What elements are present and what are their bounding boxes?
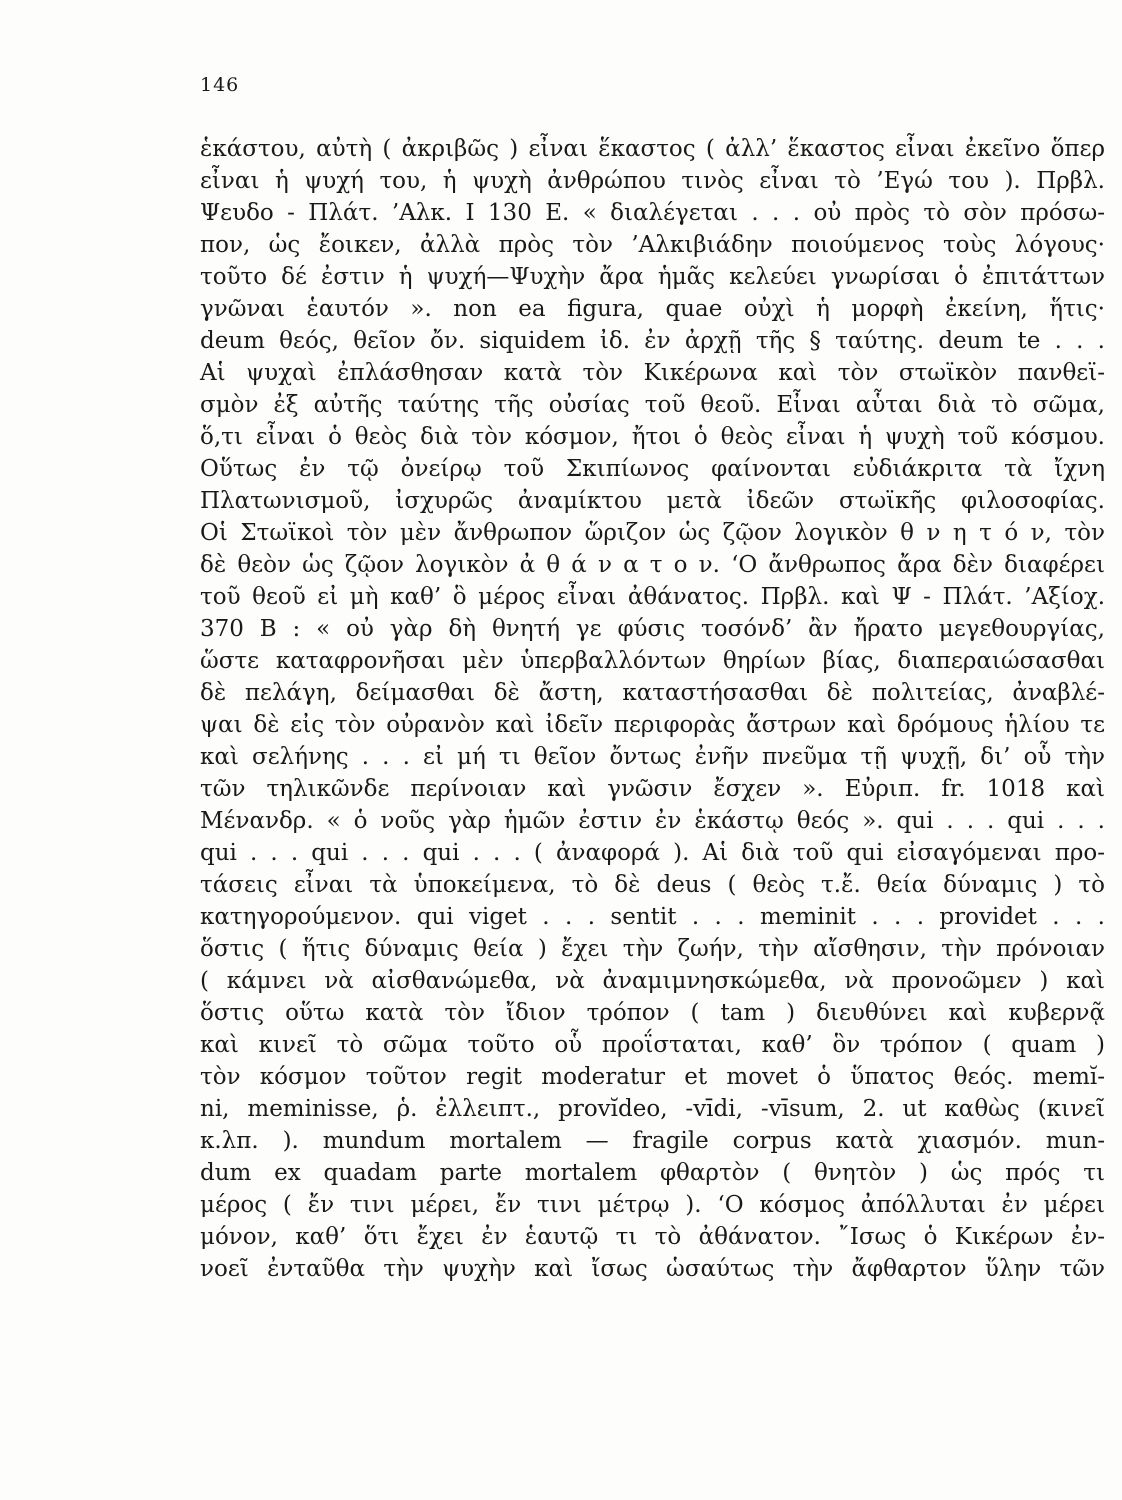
text-line: ἑκάστου, αὐτὴ ( ἀκριβῶς ) εἶναι ἕκαστος ( ἀλλ’ ἕκαστος εἶναι ἐκεῖνο ὅπερ [200, 136, 1105, 162]
text-line: τὸν κόσμον τοῦτον regit moderatur et movet ὁ ὕπατος θεός. memĭ- [200, 1064, 1105, 1090]
text-line: τάσεις εἶναι τὰ ὑποκείμενα, τὸ δὲ deus ( θεὸς τ.ἔ. θεία δύναμις ) τὸ [200, 872, 1105, 898]
text-line: Πλατωνισμοῦ, ἰσχυρῶς ἀναμίκτου μετὰ ἰδεῶν στωϊκῆς φιλοσοφίας. [200, 488, 1105, 514]
text-line: κ.λπ. ). mundum mortalem — fragile corpus κατὰ χιασμόν. mun- [200, 1128, 1105, 1154]
text-line: ὅστις οὕτω κατὰ τὸν ἴδιον τρόπον ( tam ) διευθύνει καὶ κυβερνᾷ [200, 1000, 1105, 1026]
text-line: νοεῖ ἐνταῦθα τὴν ψυχὴν καὶ ἴσως ὡσαύτως τὴν ἄφθαρτον ὕλην τῶν [200, 1256, 1105, 1282]
text-line: τῶν τηλικῶνδε περίνοιαν καὶ γνῶσιν ἔσχεν ». Εὐριπ. fr. 1018 καὶ [200, 776, 1105, 802]
text-line: γνῶναι ἑαυτόν ». non ea figura, quae οὐχὶ ἡ μορφὴ ἐκείνη, ἥτις· [200, 296, 1105, 322]
text-line: Ψευδο - Πλάτ. ’Αλκ. I 130 E. « διαλέγεται . . . οὐ πρὸς τὸ σὸν πρόσω- [200, 200, 1105, 226]
text-line: τοῦτο δέ ἐστιν ἡ ψυχή—Ψυχὴν ἄρα ἡμᾶς κελεύει γνωρίσαι ὁ ἐπιτάττων [200, 264, 1105, 290]
text-line: Οὕτως ἐν τῷ ὀνείρῳ τοῦ Σκιπίωνος φαίνονται εὐδιάκριτα τὰ ἴχνη [200, 456, 1105, 482]
text-line: πον, ὡς ἔοικεν, ἀλλὰ πρὸς τὸν ’Αλκιβιάδην ποιούμενος τοὺς λόγους· [200, 232, 1105, 258]
text-line: qui . . . qui . . . qui . . . ( ἀναφορά ). Αἱ διὰ τοῦ qui εἰσαγόμεναι προ- [200, 840, 1105, 866]
text-line: δὲ θεὸν ὡς ζῷον λογικὸν ἀ θ ά ν α τ ο ν. ‘Ο ἄνθρωπος ἄρα δὲν διαφέρει [200, 552, 1105, 578]
text-line: δὲ πελάγη, δείμασθαι δὲ ἄστη, καταστήσασθαι δὲ πολιτείας, ἀναβλέ- [200, 680, 1105, 706]
text-line: ὥστε καταφρονῆσαι μὲν ὑπερβαλλόντων θηρίων βίας, διαπεραιώσασθαι [200, 648, 1105, 674]
text-line: dum ex quadam parte mortalem φθαρτὸν ( θνητὸν ) ὡς πρός τι [200, 1160, 1105, 1186]
text-line: καὶ σελήνης . . . εἰ μή τι θεῖον ὄντως ἐνῆν πνεῦμα τῇ ψυχῇ, δι’ οὗ τὴν [200, 744, 1105, 770]
text-line: Οἱ Στωϊκοὶ τὸν μὲν ἄνθρωπον ὥριζον ὡς ζῷον λογικὸν θ ν η τ ό ν, τὸν [200, 520, 1105, 546]
text-line: ψαι δὲ εἰς τὸν οὐρανὸν καὶ ἰδεῖν περιφορὰς ἄστρων καὶ δρόμους ἡλίου τε [200, 712, 1105, 738]
text-line: Αἱ ψυχαὶ ἐπλάσθησαν κατὰ τὸν Κικέρωνα καὶ τὸν στωϊκὸν πανθεϊ- [200, 360, 1105, 386]
text-line: 370 B : « οὐ γὰρ δὴ θνητή γε φύσις τοσόνδ’ ἂν ἤρατο μεγεθουργίας, [200, 616, 1105, 642]
text-line: εἶναι ἡ ψυχή του, ἡ ψυχὴ ἀνθρώπου τινὸς εἶναι τὸ ’Εγώ του ). Πρβλ. [200, 168, 1105, 194]
page-number: 146 [200, 74, 240, 96]
text-line: deum θεός, θεῖον ὄν. siquidem ἰδ. ἐν ἀρχῇ τῆς § ταύτης. deum te . . . [200, 328, 1105, 354]
body-text [200, 133, 1105, 1285]
text-line: Μένανδρ. « ὁ νοῦς γὰρ ἡμῶν ἐστιν ἐν ἑκάστῳ θεός ». qui . . . qui . . . [200, 808, 1105, 834]
text-line: σμὸν ἐξ αὐτῆς ταύτης τῆς οὐσίας τοῦ θεοῦ. Εἶναι αὗται διὰ τὸ σῶμα, [200, 392, 1105, 418]
text-line: μόνον, καθ’ ὅτι ἔχει ἐν ἑαυτῷ τι τὸ ἀθάνατον. ῎Ισως ὁ Κικέρων ἐν- [200, 1224, 1105, 1250]
text-line: μέρος ( ἔν τινι μέρει, ἔν τινι μέτρῳ ). ‘Ο κόσμος ἀπόλλυται ἐν μέρει [200, 1192, 1105, 1218]
text-line: ὅ,τι εἶναι ὁ θεὸς διὰ τὸν κόσμον, ἤτοι ὁ θεὸς εἶναι ἡ ψυχὴ τοῦ κόσμου. [200, 424, 1105, 450]
text-line: ( κάμνει νὰ αἰσθανώμεθα, νὰ ἀναμιμνησκώμεθα, νὰ προνοῶμεν ) καὶ [200, 968, 1105, 994]
text-line: ὅστις ( ἥτις δύναμις θεία ) ἔχει τὴν ζωήν, τὴν αἴσθησιν, τὴν πρόνοιαν [200, 936, 1105, 962]
text-line: καὶ κινεῖ τὸ σῶμα τοῦτο οὗ προΐσταται, καθ’ ὃν τρόπον ( quam ) [200, 1032, 1105, 1058]
text-line: τοῦ θεοῦ εἰ μὴ καθ’ ὃ μέρος εἶναι ἀθάνατος. Πρβλ. καὶ Ψ - Πλάτ. ’Αξίοχ. [200, 584, 1105, 610]
text-line: κατηγορούμενον. qui viget . . . sentit . . . meminit . . . providet . . . [200, 904, 1105, 930]
text-line: ni, meminisse, ῥ. ἐλλειπτ., provĭdeo, -vīdi, -vīsum, 2. ut καθὼς (κινεῖ [200, 1096, 1105, 1122]
